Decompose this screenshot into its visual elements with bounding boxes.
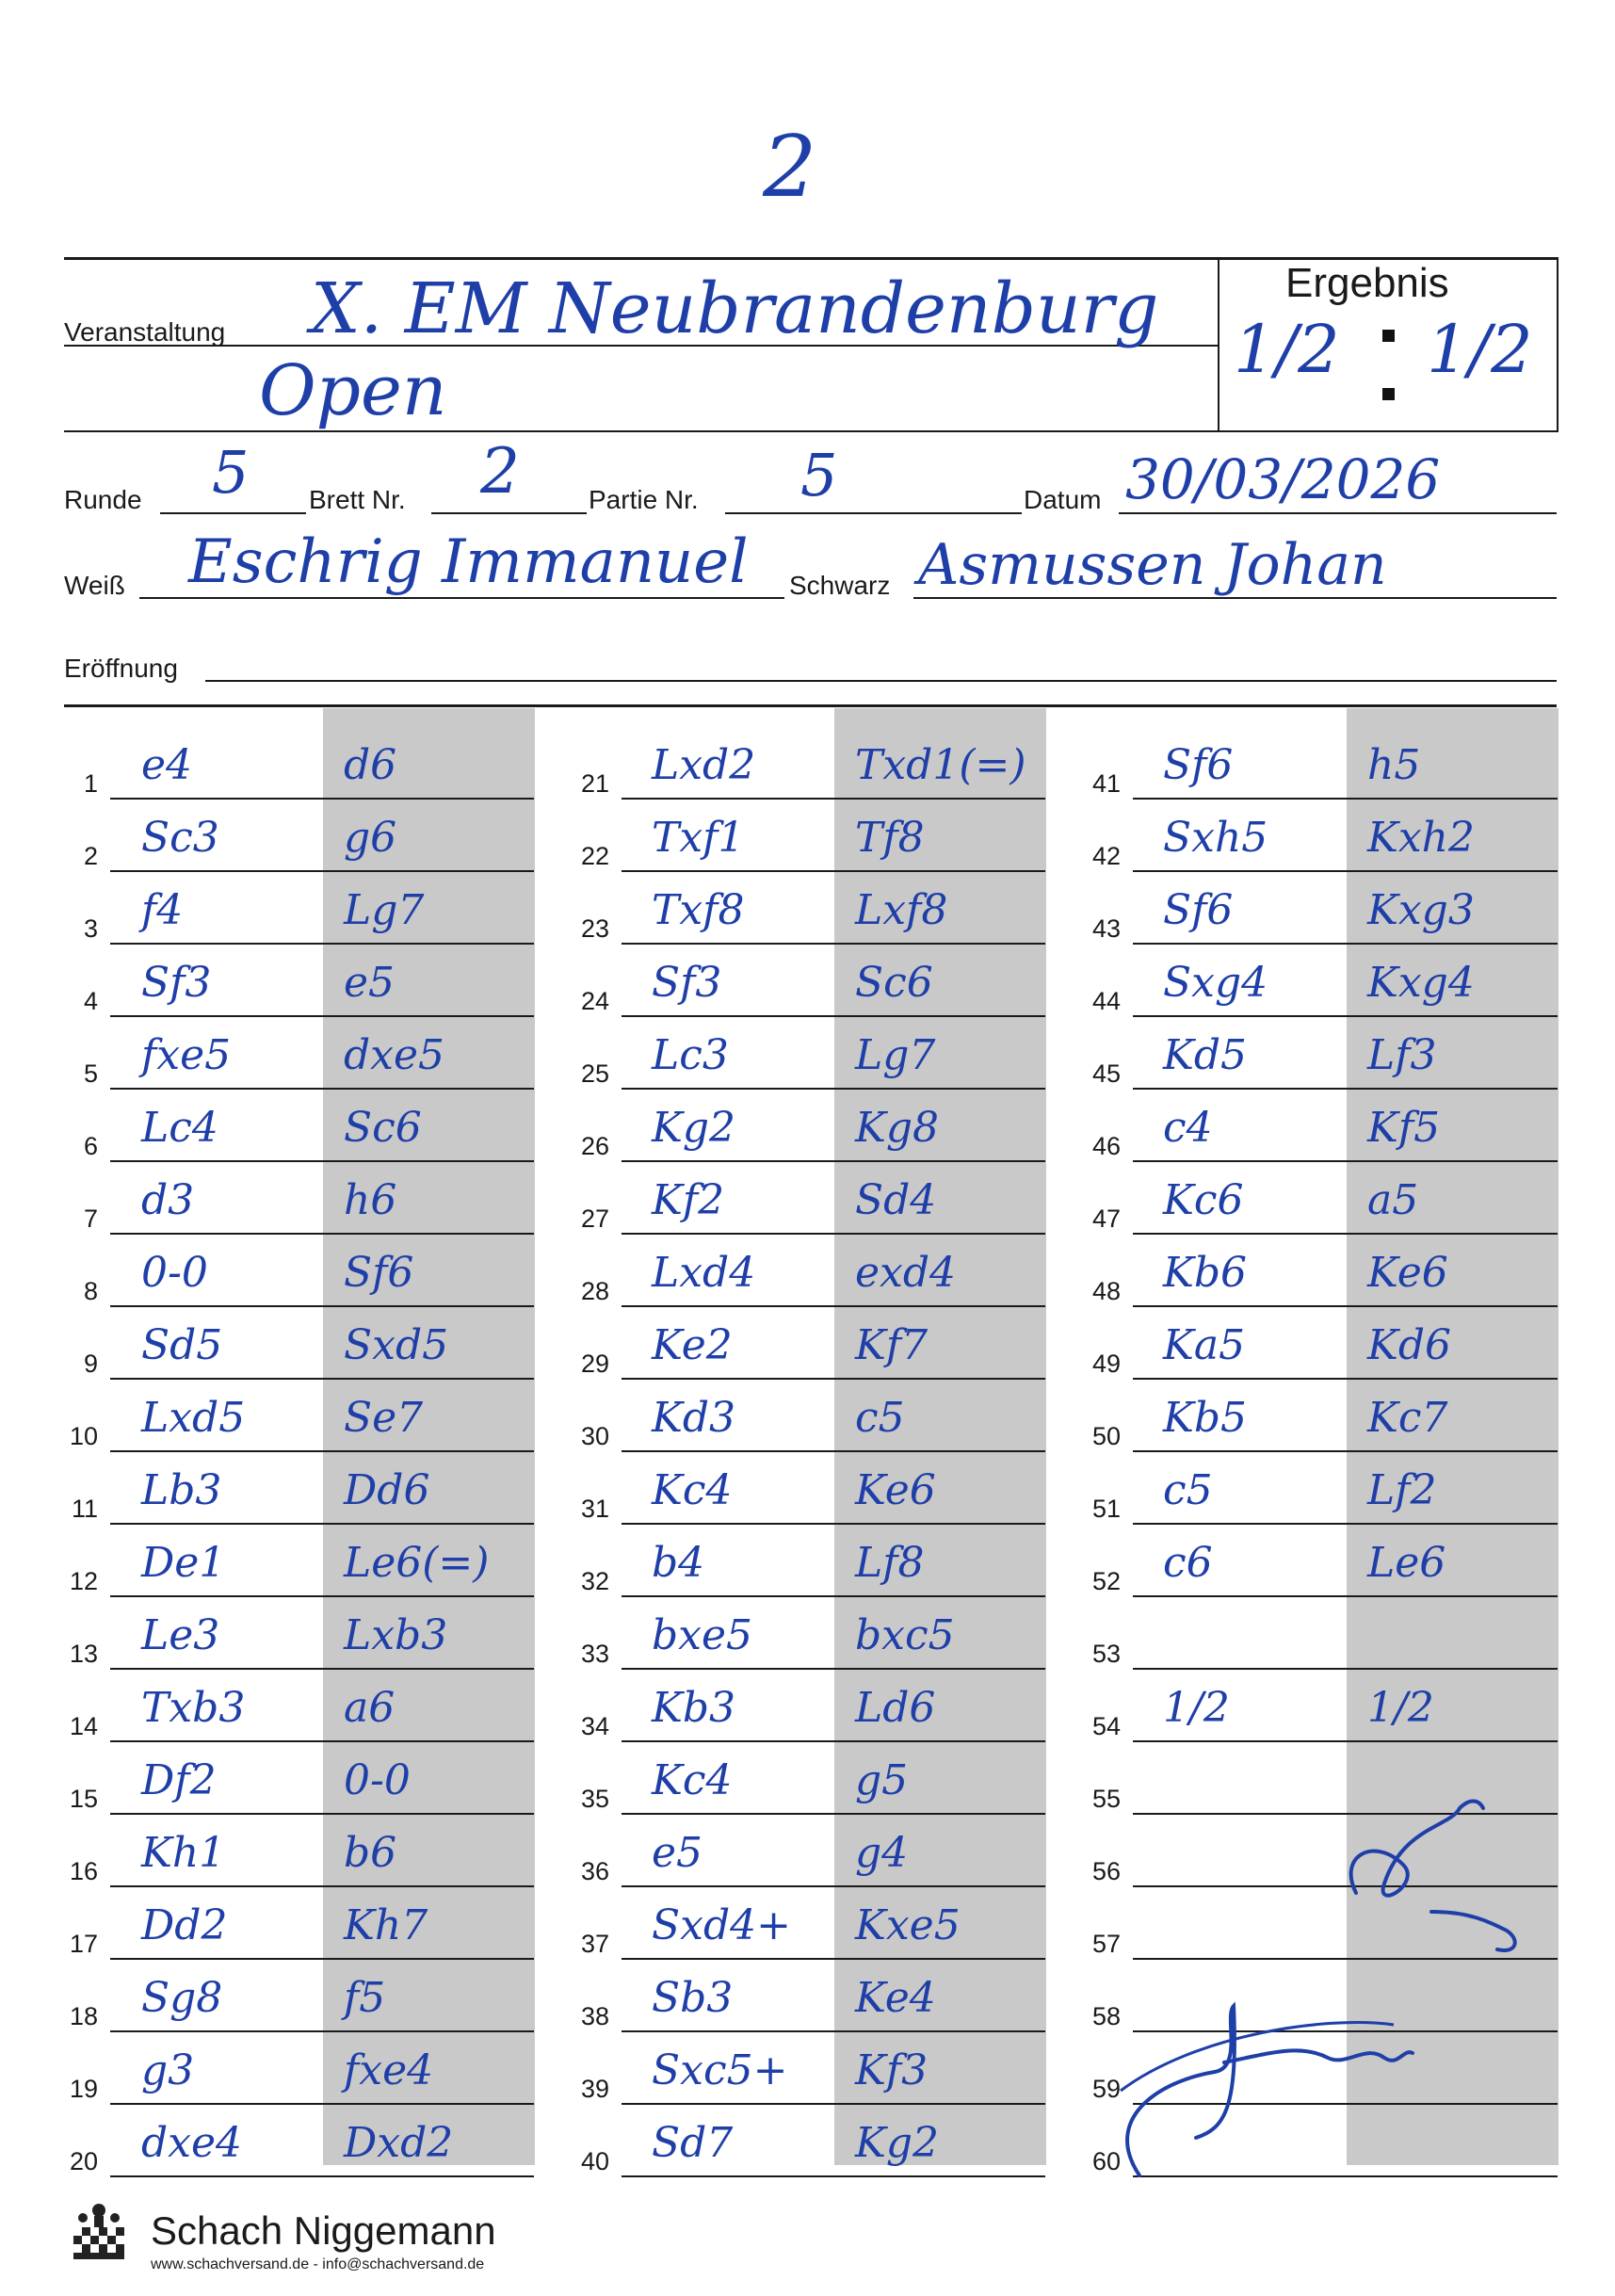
game-value: 5 bbox=[800, 441, 838, 509]
white-move: Kd3 bbox=[652, 1394, 736, 1442]
black-move: Lf3 bbox=[1367, 1031, 1437, 1079]
black-move: Kxg3 bbox=[1367, 886, 1475, 934]
white-move: bxe5 bbox=[652, 1611, 753, 1659]
move-number: 24 bbox=[580, 987, 609, 1015]
move-row-line bbox=[110, 1885, 534, 1887]
round-value: 5 bbox=[212, 438, 250, 507]
move-number: 42 bbox=[1091, 842, 1121, 870]
move-number: 8 bbox=[83, 1277, 98, 1305]
white-move: b4 bbox=[652, 1539, 705, 1587]
black-move: Kxe5 bbox=[855, 1901, 961, 1949]
move-number: 16 bbox=[69, 1857, 98, 1885]
black-move: Sxd5 bbox=[344, 1321, 449, 1369]
move-row-line bbox=[622, 943, 1045, 945]
move-number: 2 bbox=[83, 842, 98, 870]
black-move: Kxg4 bbox=[1367, 959, 1475, 1007]
white-label: Weiß bbox=[64, 571, 125, 600]
move-number: 4 bbox=[83, 987, 98, 1015]
white-move: Ka5 bbox=[1163, 1321, 1246, 1369]
black-move: Lf2 bbox=[1367, 1466, 1437, 1514]
move-row-line bbox=[1133, 943, 1558, 945]
white-move: Sxc5+ bbox=[652, 2046, 788, 2094]
move-number: 36 bbox=[580, 1857, 609, 1885]
black-move: Kxh2 bbox=[1367, 814, 1476, 862]
black-move: c5 bbox=[855, 1394, 905, 1442]
move-number: 48 bbox=[1091, 1277, 1121, 1305]
move-number: 46 bbox=[1091, 1132, 1121, 1160]
board-label: Brett Nr. bbox=[309, 485, 406, 514]
move-number: 23 bbox=[580, 914, 609, 943]
move-row-line bbox=[110, 1668, 534, 1670]
move-number: 38 bbox=[580, 2002, 609, 2030]
move-row-line bbox=[110, 1595, 534, 1597]
black-move: g5 bbox=[855, 1756, 909, 1804]
white-move: Lxd4 bbox=[652, 1249, 756, 1297]
move-number: 30 bbox=[580, 1422, 609, 1450]
event-line2: Open bbox=[259, 350, 447, 431]
move-number: 52 bbox=[1091, 1567, 1121, 1595]
white-move: De1 bbox=[141, 1539, 226, 1587]
black-move: 1/2 bbox=[1367, 1684, 1434, 1732]
move-number: 56 bbox=[1091, 1857, 1121, 1885]
white-move: Kd5 bbox=[1163, 1031, 1248, 1079]
black-move: f5 bbox=[344, 1974, 386, 2022]
date-label: Datum bbox=[1024, 485, 1102, 514]
black-move: h5 bbox=[1367, 741, 1421, 789]
black-move: h6 bbox=[344, 1176, 397, 1224]
move-number: 10 bbox=[69, 1422, 98, 1450]
move-row-line bbox=[110, 1378, 534, 1380]
white-move: Sxg4 bbox=[1163, 959, 1268, 1007]
move-number: 17 bbox=[69, 1930, 98, 1958]
black-label: Schwarz bbox=[789, 571, 891, 600]
white-move: Kb3 bbox=[652, 1684, 736, 1732]
white-move: Sxh5 bbox=[1163, 814, 1268, 862]
white-move: Sf3 bbox=[141, 959, 212, 1007]
move-row-line bbox=[622, 798, 1045, 800]
move-row-line bbox=[622, 1740, 1045, 1742]
move-number: 13 bbox=[69, 1640, 98, 1668]
move-number: 21 bbox=[580, 769, 609, 798]
black-move: Txd1(=) bbox=[855, 741, 1026, 789]
move-row-line bbox=[622, 1668, 1045, 1670]
move-number: 22 bbox=[580, 842, 609, 870]
black-move: Lxb3 bbox=[344, 1611, 448, 1659]
event-line1: X. EM Neubrandenburg bbox=[311, 268, 1159, 349]
move-row-line bbox=[1133, 1233, 1558, 1235]
move-number: 26 bbox=[580, 1132, 609, 1160]
opening-label: Eröffnung bbox=[64, 654, 178, 683]
move-number: 57 bbox=[1091, 1930, 1121, 1958]
move-row-line bbox=[1133, 1015, 1558, 1017]
black-move: Kf3 bbox=[855, 2046, 929, 2094]
black-move: Sd4 bbox=[855, 1176, 937, 1224]
white-move: e4 bbox=[141, 741, 193, 789]
white-move: 1/2 bbox=[1163, 1684, 1230, 1732]
black-move: b6 bbox=[344, 1829, 397, 1877]
move-number: 44 bbox=[1091, 987, 1121, 1015]
black-signature bbox=[1083, 1978, 1422, 2194]
move-row-line bbox=[110, 2030, 534, 2032]
black-move: Kg2 bbox=[855, 2119, 940, 2167]
move-number: 7 bbox=[83, 1205, 98, 1233]
board-field-line bbox=[431, 512, 587, 514]
chess-pieces-logo-icon bbox=[66, 2199, 132, 2265]
round-field-line bbox=[160, 512, 306, 514]
game-label: Partie Nr. bbox=[589, 485, 699, 514]
move-number: 9 bbox=[83, 1350, 98, 1378]
black-move: Kh7 bbox=[344, 1901, 428, 1949]
white-move: Lc4 bbox=[141, 1104, 218, 1152]
move-row-line bbox=[1133, 798, 1558, 800]
black-move: Sc6 bbox=[344, 1104, 422, 1152]
move-row-line bbox=[110, 1233, 534, 1235]
black-move: bxc5 bbox=[855, 1611, 955, 1659]
move-row-line bbox=[110, 1523, 534, 1525]
move-number: 25 bbox=[580, 1059, 609, 1088]
move-row-line bbox=[1133, 1088, 1558, 1090]
move-number: 34 bbox=[580, 1712, 609, 1740]
move-row-line bbox=[110, 1740, 534, 1742]
white-move: Dd2 bbox=[141, 1901, 228, 1949]
black-move: Kf5 bbox=[1367, 1104, 1441, 1152]
move-number: 5 bbox=[83, 1059, 98, 1088]
white-move: Le3 bbox=[141, 1611, 220, 1659]
black-move: Kf7 bbox=[855, 1321, 929, 1369]
black-move: e5 bbox=[344, 959, 396, 1007]
move-row-line bbox=[1133, 1160, 1558, 1162]
sheet-number: 2 bbox=[763, 118, 817, 217]
move-number: 20 bbox=[69, 2147, 98, 2175]
move-row-line bbox=[1133, 1450, 1558, 1452]
result-black: 1/2 bbox=[1427, 311, 1533, 388]
move-row-line bbox=[622, 1088, 1045, 1090]
move-row-line bbox=[110, 1450, 534, 1452]
white-move: Lxd2 bbox=[652, 741, 756, 789]
white-move: Lc3 bbox=[652, 1031, 729, 1079]
white-move: Kg2 bbox=[652, 1104, 736, 1152]
white-move: Sf6 bbox=[1163, 886, 1234, 934]
white-move: Lxd5 bbox=[141, 1394, 246, 1442]
white-move: Txf1 bbox=[652, 814, 745, 862]
black-move: Kg8 bbox=[855, 1104, 940, 1152]
white-move: Kc4 bbox=[652, 1466, 733, 1514]
move-row-line bbox=[622, 1813, 1045, 1815]
move-row-line bbox=[1133, 1740, 1558, 1742]
result-separator-top bbox=[1382, 330, 1395, 342]
white-move: Kf2 bbox=[652, 1176, 725, 1224]
move-row-line bbox=[622, 1523, 1045, 1525]
white-move: Sg8 bbox=[141, 1974, 223, 2022]
white-move: Kh1 bbox=[141, 1829, 226, 1877]
move-row-line bbox=[622, 2175, 1045, 2177]
move-row-line bbox=[110, 2103, 534, 2105]
move-row-line bbox=[622, 1885, 1045, 1887]
white-player: Eschrig Immanuel bbox=[188, 527, 749, 597]
move-row-line bbox=[110, 798, 534, 800]
move-row-line bbox=[110, 1305, 534, 1307]
white-move: c6 bbox=[1163, 1539, 1213, 1587]
white-move: Ke2 bbox=[652, 1321, 733, 1369]
move-number: 15 bbox=[69, 1785, 98, 1813]
white-move: Sc3 bbox=[141, 814, 219, 862]
black-move: Le6 bbox=[1367, 1539, 1446, 1587]
black-move: Le6(=) bbox=[344, 1539, 490, 1587]
move-row-line bbox=[110, 1015, 534, 1017]
move-row-line bbox=[1133, 1595, 1558, 1597]
move-row-line bbox=[622, 1160, 1045, 1162]
move-row-line bbox=[110, 1958, 534, 1960]
move-number: 53 bbox=[1091, 1640, 1121, 1668]
white-move: Kc4 bbox=[652, 1756, 733, 1804]
move-number: 51 bbox=[1091, 1495, 1121, 1523]
black-move: g4 bbox=[855, 1829, 909, 1877]
move-number: 60 bbox=[1091, 2147, 1121, 2175]
move-number: 19 bbox=[69, 2075, 98, 2103]
move-number: 11 bbox=[71, 1495, 98, 1523]
move-row-line bbox=[1133, 1378, 1558, 1380]
black-move: Kd6 bbox=[1367, 1321, 1452, 1369]
board-value: 2 bbox=[480, 435, 520, 508]
move-row-line bbox=[622, 2030, 1045, 2032]
move-number: 28 bbox=[580, 1277, 609, 1305]
white-move: Txf8 bbox=[652, 886, 745, 934]
black-move: d6 bbox=[344, 741, 397, 789]
white-move: f4 bbox=[141, 886, 184, 934]
move-number: 45 bbox=[1091, 1059, 1121, 1088]
event-label: Veranstaltung bbox=[64, 317, 226, 347]
move-row-line bbox=[110, 870, 534, 872]
move-row-line bbox=[622, 1958, 1045, 1960]
black-move: Lf8 bbox=[855, 1539, 925, 1587]
footer-brand: Schach Niggemann bbox=[151, 2208, 496, 2253]
move-row-line bbox=[1133, 1523, 1558, 1525]
move-row-line bbox=[622, 1305, 1045, 1307]
black-move: Lg7 bbox=[344, 886, 425, 934]
white-move: c5 bbox=[1163, 1466, 1213, 1514]
white-signature bbox=[1318, 1771, 1582, 1959]
move-row-line bbox=[110, 1813, 534, 1815]
move-number: 32 bbox=[580, 1567, 609, 1595]
move-number: 27 bbox=[580, 1205, 609, 1233]
white-move: Sxd4+ bbox=[652, 1901, 791, 1949]
result-white: 1/2 bbox=[1234, 311, 1340, 388]
black-move: exd4 bbox=[855, 1249, 957, 1297]
move-number: 37 bbox=[580, 1930, 609, 1958]
move-row-line bbox=[110, 1088, 534, 1090]
move-number: 39 bbox=[580, 2075, 609, 2103]
move-row-line bbox=[622, 870, 1045, 872]
move-number: 40 bbox=[580, 2147, 609, 2175]
black-move: Dd6 bbox=[344, 1466, 430, 1514]
black-move: Lg7 bbox=[855, 1031, 936, 1079]
white-move: g3 bbox=[141, 2046, 195, 2094]
white-move: Kb5 bbox=[1163, 1394, 1248, 1442]
move-row-line bbox=[1133, 870, 1558, 872]
move-row-line bbox=[622, 2103, 1045, 2105]
move-number: 41 bbox=[1091, 769, 1121, 798]
move-row-line bbox=[622, 1450, 1045, 1452]
result-separator-bottom bbox=[1382, 388, 1395, 400]
move-row-line bbox=[110, 943, 534, 945]
black-move: g6 bbox=[344, 814, 397, 862]
black-move: Kc7 bbox=[1367, 1394, 1448, 1442]
move-number: 43 bbox=[1091, 914, 1121, 943]
move-number: 47 bbox=[1091, 1205, 1121, 1233]
white-move: Sf3 bbox=[652, 959, 722, 1007]
white-move: fxe5 bbox=[141, 1031, 232, 1079]
result-title: Ergebnis bbox=[1285, 260, 1449, 306]
move-number: 49 bbox=[1091, 1350, 1121, 1378]
black-move: a6 bbox=[344, 1684, 396, 1732]
black-move: Ke6 bbox=[855, 1466, 936, 1514]
black-move: Ke6 bbox=[1367, 1249, 1448, 1297]
white-move: Sf6 bbox=[1163, 741, 1234, 789]
game-field-line bbox=[725, 512, 1022, 514]
move-row-line bbox=[622, 1015, 1045, 1017]
white-field-line bbox=[139, 597, 784, 599]
black-move: Lxf8 bbox=[855, 886, 948, 934]
black-move: fxe4 bbox=[344, 2046, 434, 2094]
move-number: 6 bbox=[83, 1132, 98, 1160]
white-move: Kb6 bbox=[1163, 1249, 1248, 1297]
moves-top-rule bbox=[64, 704, 1557, 707]
move-number: 29 bbox=[580, 1350, 609, 1378]
black-move: Sf6 bbox=[344, 1249, 414, 1297]
white-move: d3 bbox=[141, 1176, 195, 1224]
move-number: 33 bbox=[580, 1640, 609, 1668]
white-move: e5 bbox=[652, 1829, 703, 1877]
white-move: Sb3 bbox=[652, 1974, 734, 2022]
move-number: 1 bbox=[83, 769, 98, 798]
black-move: Sc6 bbox=[855, 959, 933, 1007]
move-row-line bbox=[1133, 1668, 1558, 1670]
black-move: a5 bbox=[1367, 1176, 1419, 1224]
opening-field-line bbox=[205, 680, 1557, 682]
move-number: 50 bbox=[1091, 1422, 1121, 1450]
white-move: Sd5 bbox=[141, 1321, 223, 1369]
move-row-line bbox=[622, 1595, 1045, 1597]
move-number: 12 bbox=[69, 1567, 98, 1595]
date-field-line bbox=[1119, 512, 1557, 514]
move-row-line bbox=[110, 2175, 534, 2177]
black-move: Ld6 bbox=[855, 1684, 936, 1732]
black-move: dxe5 bbox=[344, 1031, 445, 1079]
white-move: Sd7 bbox=[652, 2119, 734, 2167]
black-move: Dxd2 bbox=[344, 2119, 454, 2167]
move-number: 14 bbox=[69, 1712, 98, 1740]
move-row-line bbox=[110, 1160, 534, 1162]
move-number: 35 bbox=[580, 1785, 609, 1813]
move-number: 54 bbox=[1091, 1712, 1121, 1740]
black-move: Ke4 bbox=[855, 1974, 936, 2022]
white-move: Kc6 bbox=[1163, 1176, 1244, 1224]
move-number: 58 bbox=[1091, 2002, 1121, 2030]
move-number: 18 bbox=[69, 2002, 98, 2030]
move-row-line bbox=[622, 1378, 1045, 1380]
black-move: Tf8 bbox=[855, 814, 925, 862]
move-number: 59 bbox=[1091, 2075, 1121, 2103]
white-move: c4 bbox=[1163, 1104, 1213, 1152]
date-value: 30/03/2026 bbox=[1125, 447, 1441, 511]
round-label: Runde bbox=[64, 485, 142, 514]
white-move: Txb3 bbox=[141, 1684, 246, 1732]
move-number: 55 bbox=[1091, 1785, 1121, 1813]
black-move: Se7 bbox=[344, 1394, 424, 1442]
white-move: dxe4 bbox=[141, 2119, 243, 2167]
black-move: 0-0 bbox=[344, 1756, 411, 1804]
move-number: 3 bbox=[83, 914, 98, 943]
white-move: 0-0 bbox=[141, 1249, 208, 1297]
move-row-line bbox=[622, 1233, 1045, 1235]
move-row-line bbox=[1133, 1305, 1558, 1307]
move-number: 31 bbox=[580, 1495, 609, 1523]
white-move: Df2 bbox=[141, 1756, 217, 1804]
white-move: Lb3 bbox=[141, 1466, 222, 1514]
footer-contact: www.schachversand.de - info@schachversand.de bbox=[151, 2256, 485, 2272]
black-player: Asmussen Johan bbox=[918, 532, 1387, 598]
